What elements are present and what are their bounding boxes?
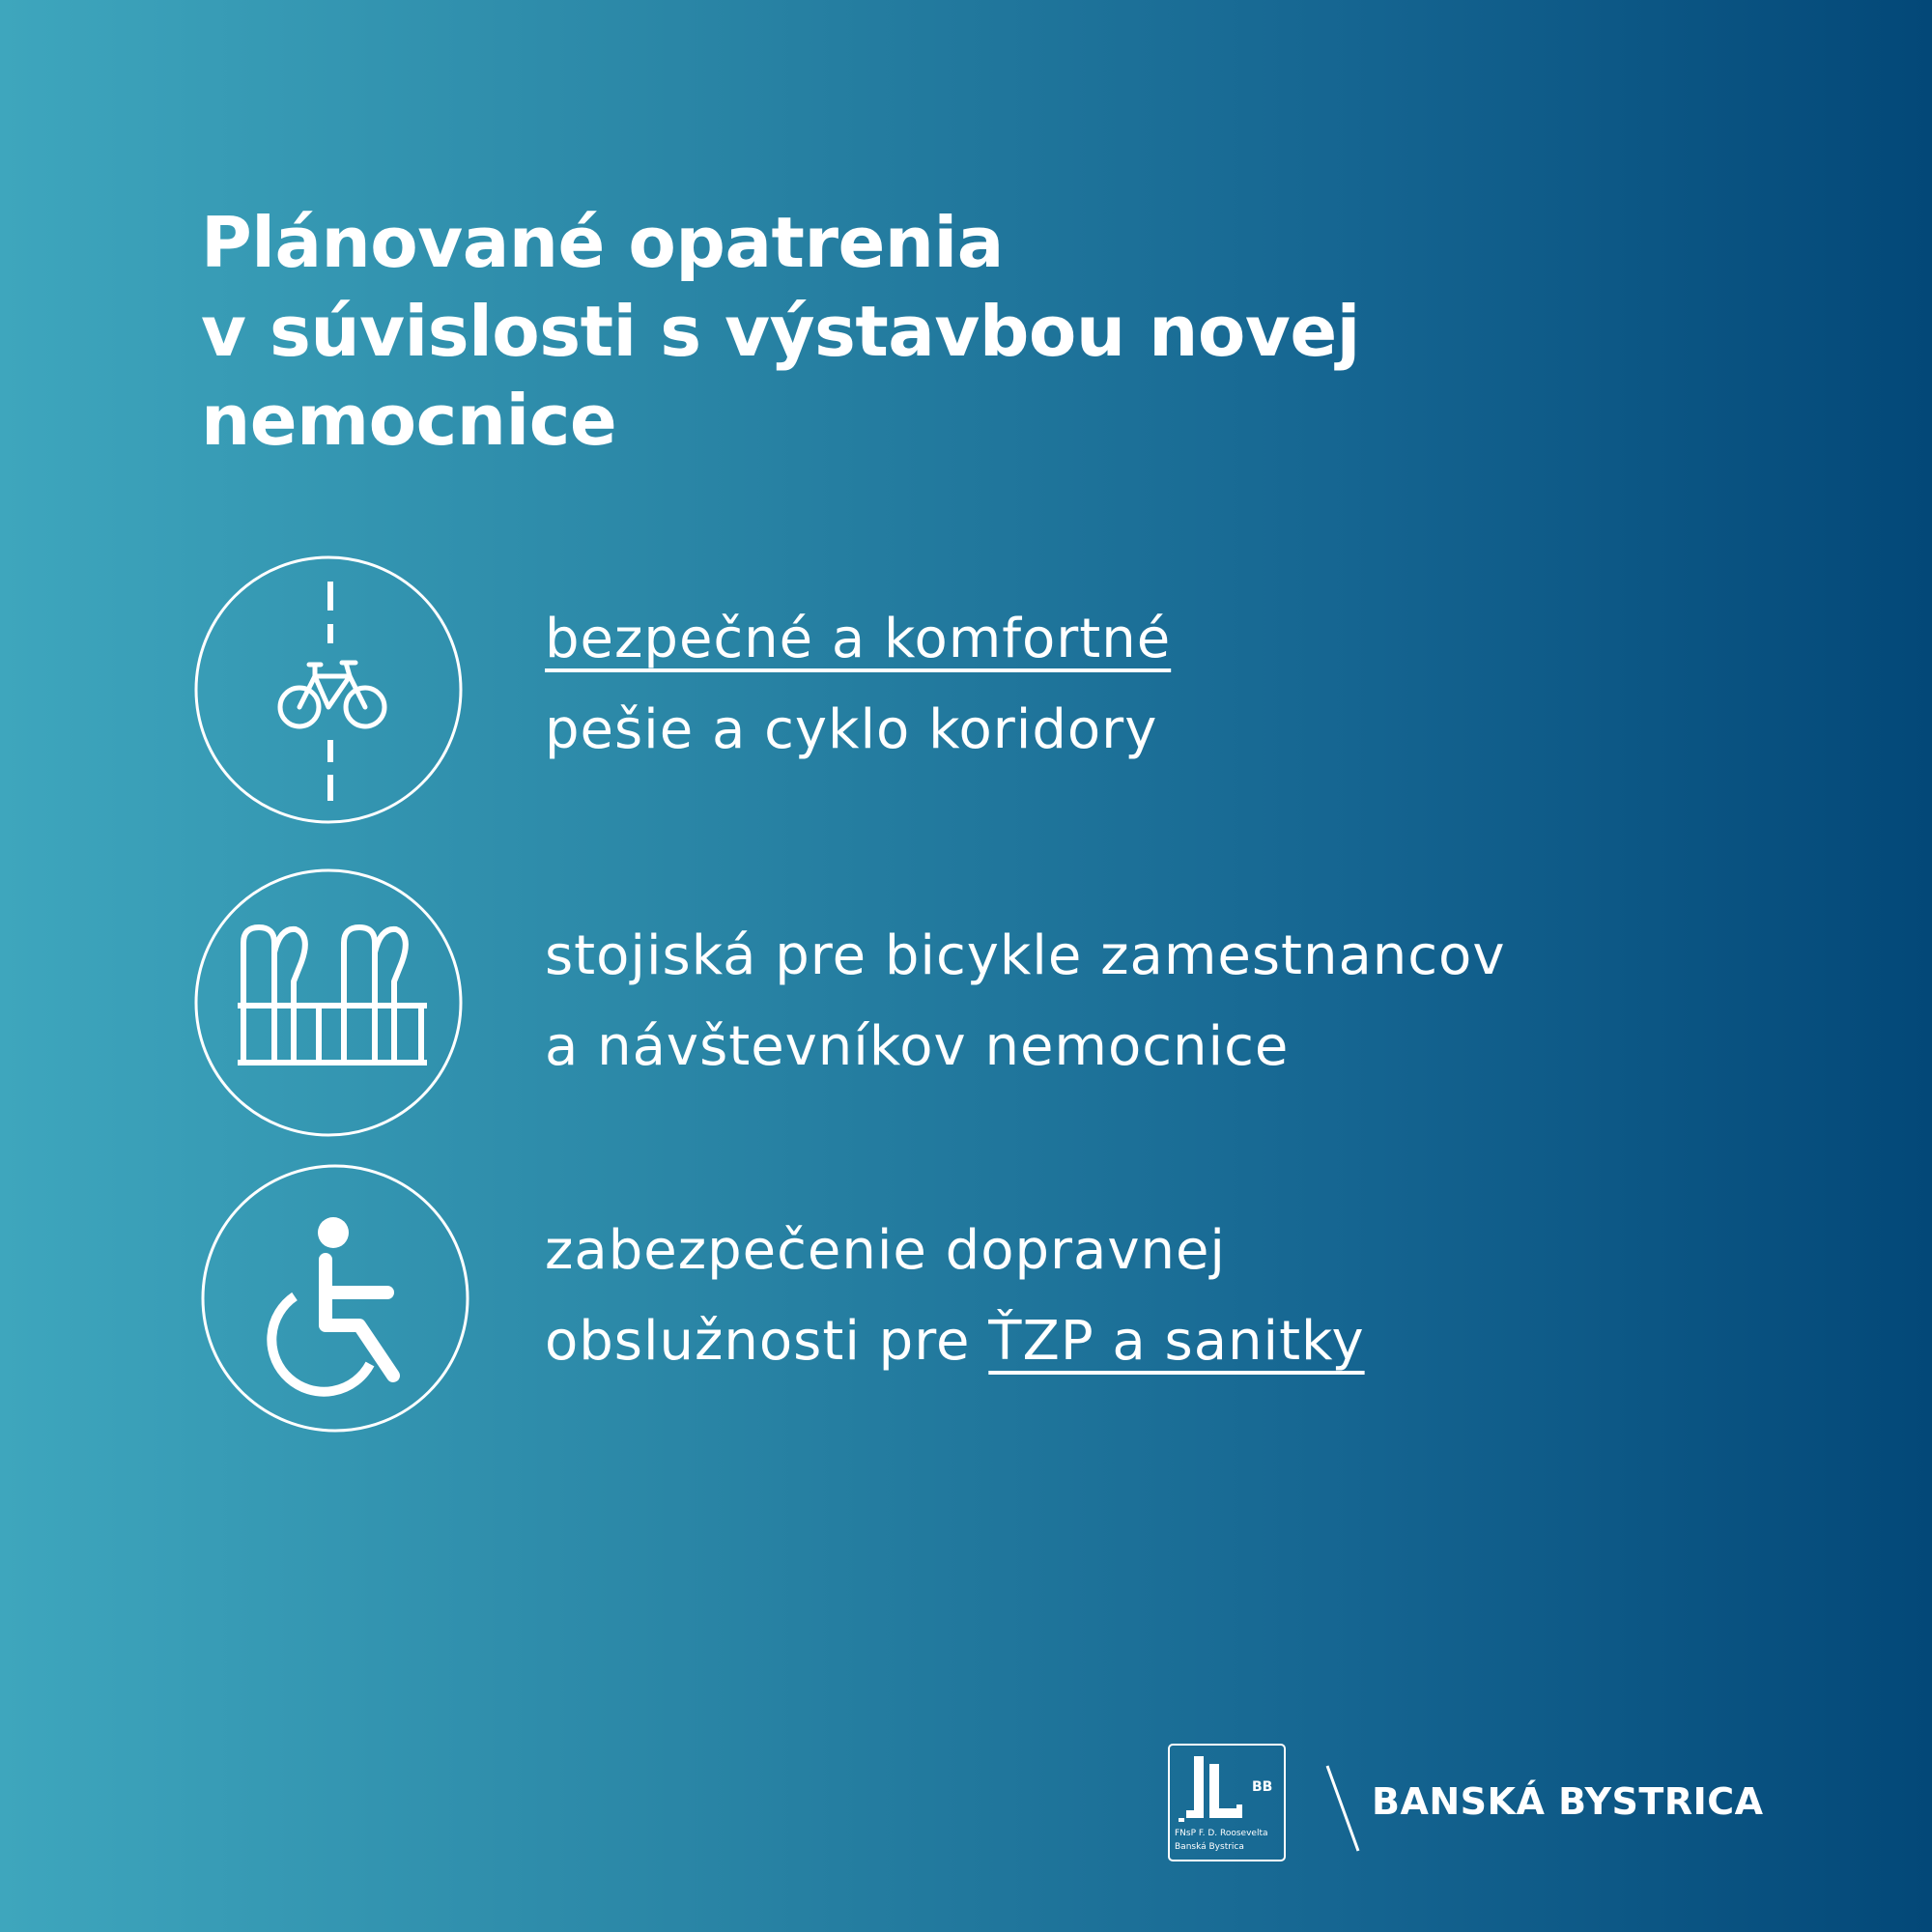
item-1-text <box>545 594 1801 776</box>
city-logo-text: BANSKÁ BYSTRICA <box>1372 1780 1764 1823</box>
item-3-line-2-plain: obslužnosti pre <box>545 1310 989 1373</box>
item-3-line-2-underlined: ŤZP a sanitky <box>988 1310 1365 1373</box>
hospital-logo-text-2: Banská Bystrica <box>1175 1842 1244 1852</box>
item-3-text <box>545 1206 1801 1387</box>
item-1-line-2: pešie a cyklo koridory <box>545 698 1158 761</box>
title-line-3: nemocnice <box>201 380 617 461</box>
title-line-2: v súvislosti s výstavbou novej <box>201 291 1360 372</box>
item-3-line-2 <box>545 1296 1801 1387</box>
bike-rack-icon <box>193 867 464 1138</box>
title-line-1: Plánované opatrenia <box>201 202 1004 283</box>
item-2-line-1: stojiská pre bicykle zamestnancov <box>545 924 1506 987</box>
wheelchair-icon <box>200 1163 470 1434</box>
item-2-line-2: a návštevníkov nemocnice <box>545 1015 1290 1078</box>
logo-divider <box>1323 1764 1362 1853</box>
hospital-logo-mark: BB <box>1252 1779 1273 1795</box>
hospital-logo <box>1167 1743 1287 1862</box>
hospital-logo-text-1: FNsP F. D. Roosevelta <box>1175 1829 1268 1838</box>
item-3-line-1: zabezpečenie dopravnej <box>545 1219 1226 1282</box>
bicycle-path-icon <box>193 554 464 825</box>
item-1-line-1: bezpečné a komfortné <box>545 608 1172 670</box>
page-title <box>201 198 1457 465</box>
item-2-text <box>545 911 1801 1093</box>
